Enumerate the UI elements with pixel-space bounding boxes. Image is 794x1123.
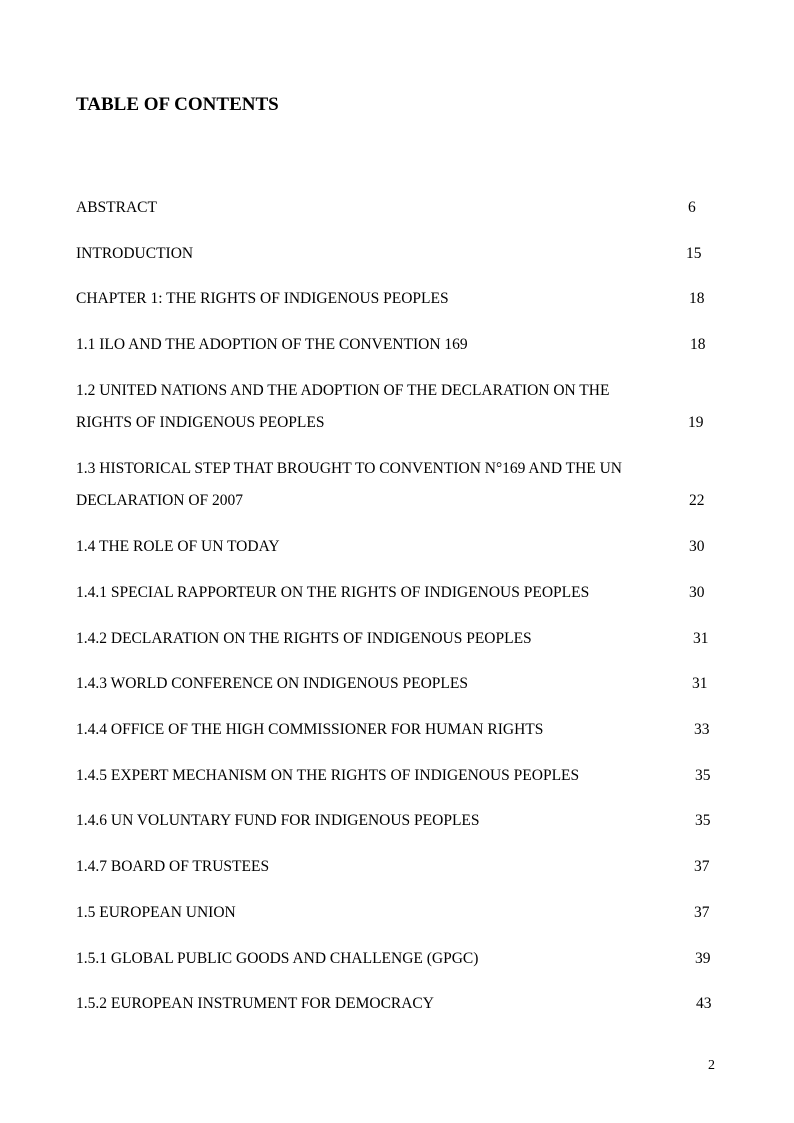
toc-entry-1-4-4[interactable]: [76, 714, 716, 746]
toc-entry-text: 1.4.6 UN VOLUNTARY FUND FOR INDIGENOUS PEOPLES: [76, 812, 480, 829]
toc-entry-text: 1.5.1 GLOBAL PUBLIC GOODS AND CHALLENGE (GPGC): [76, 950, 479, 967]
toc-entry-1-5[interactable]: [76, 897, 716, 929]
toc-entry-1-4-3[interactable]: [76, 668, 716, 700]
toc-entry-text: 1.4.3 WORLD CONFERENCE ON INDIGENOUS PEOPLES: [76, 675, 468, 692]
toc-entry-text: 1.1 ILO AND THE ADOPTION OF THE CONVENTION 169: [76, 336, 468, 353]
toc-entry-page: 6: [688, 199, 696, 216]
toc-entry-text-line2: DECLARATION OF 2007: [76, 492, 244, 509]
toc-entry-1-2[interactable]: [76, 375, 716, 439]
toc-entry-page: 31: [692, 675, 708, 692]
toc-entry-page: 18: [689, 290, 705, 307]
page-number: 2: [708, 1058, 715, 1073]
toc-entry-text-line2: RIGHTS OF INDIGENOUS PEOPLES: [76, 414, 325, 431]
toc-entry-1-4-1[interactable]: [76, 577, 716, 609]
toc-entry-text: 1.4.1 SPECIAL RAPPORTEUR ON THE RIGHTS OF INDIGENOUS PEOPLES: [76, 584, 590, 601]
toc-entry-page: 22: [689, 492, 705, 509]
toc-entry-page: 15: [686, 245, 702, 262]
toc-entry-1-1[interactable]: [76, 329, 716, 361]
toc-entry-text: 1.4.4 OFFICE OF THE HIGH COMMISSIONER FOR HUMAN RIGHTS: [76, 721, 544, 738]
toc-entry-1-4-5[interactable]: [76, 760, 716, 792]
toc-entry-page: 37: [694, 858, 710, 875]
toc-entry-abstract[interactable]: [76, 192, 716, 224]
toc-entry-chapter-1[interactable]: [76, 283, 716, 315]
toc-entry-page: 39: [695, 950, 711, 967]
toc-entry-text: 1.4.2 DECLARATION ON THE RIGHTS OF INDIGENOUS PEOPLES: [76, 630, 532, 647]
toc-entry-page: 31: [693, 630, 709, 647]
toc-entry-page: 35: [695, 767, 711, 784]
toc-entry-1-4-7[interactable]: [76, 851, 716, 883]
toc-entry-page: 30: [689, 538, 705, 555]
toc-entry-text: 1.4.7 BOARD OF TRUSTEES: [76, 858, 270, 875]
toc-entry-page: 30: [689, 584, 705, 601]
toc-entry-1-5-1[interactable]: [76, 943, 716, 975]
toc-entry-text-line1: 1.3 HISTORICAL STEP THAT BROUGHT TO CONVENTION N°169 AND THE UN: [76, 460, 622, 477]
toc-entry-page: 33: [694, 721, 710, 738]
toc-entry-text-line1: 1.2 UNITED NATIONS AND THE ADOPTION OF THE DECLARATION ON THE: [76, 382, 610, 399]
toc-entry-text: ABSTRACT: [76, 199, 157, 216]
toc-entry-text: 1.4 THE ROLE OF UN TODAY: [76, 538, 280, 555]
toc-entry-page: 19: [688, 414, 704, 431]
toc-entry-introduction[interactable]: [76, 238, 716, 270]
toc-entry-1-4-6[interactable]: [76, 805, 716, 837]
toc-entry-text: INTRODUCTION: [76, 245, 194, 262]
toc-entry-page: 18: [690, 336, 706, 353]
toc-entry-1-4[interactable]: [76, 531, 716, 563]
toc-entry-page: 35: [695, 812, 711, 829]
toc-entry-1-4-2[interactable]: [76, 623, 716, 655]
toc-entry-text: 1.5.2 EUROPEAN INSTRUMENT FOR DEMOCRACY: [76, 995, 434, 1012]
toc-entry-text: 1.5 EUROPEAN UNION: [76, 904, 236, 921]
toc-entry-text: 1.4.5 EXPERT MECHANISM ON THE RIGHTS OF INDIGENOUS PEOPLES: [76, 767, 580, 784]
toc-entry-page: 37: [694, 904, 710, 921]
toc-heading: TABLE OF CONTENTS: [76, 94, 279, 115]
toc-entry-page: 43: [696, 995, 712, 1012]
toc-entry-text: CHAPTER 1: THE RIGHTS OF INDIGENOUS PEOPLES: [76, 290, 449, 307]
toc-entry-1-3[interactable]: [76, 453, 716, 517]
toc-entry-1-5-2[interactable]: [76, 988, 716, 1020]
